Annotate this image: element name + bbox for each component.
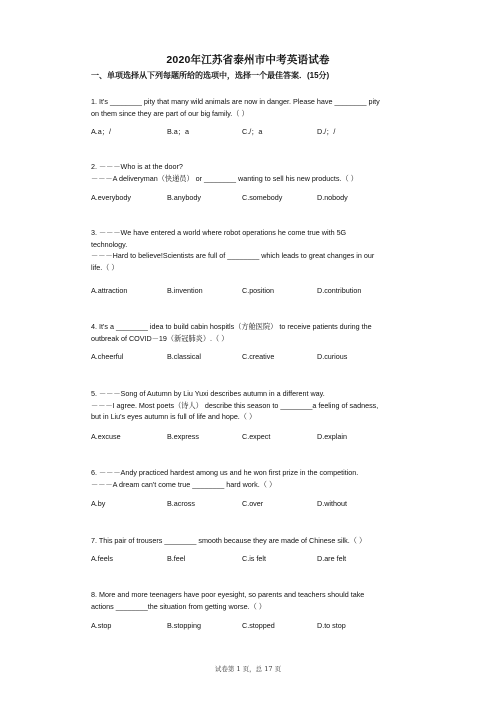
section-heading: 一、单项选择从下列每题所给的选项中，选择一个最佳答案．(15分) [91,71,330,80]
page-footer: 试卷第 1 页，总 17 页 [214,665,282,673]
question-8 [91,589,411,612]
option-b: B.stopping [167,621,201,630]
option-d: D.are felt [317,554,347,563]
option-b: B.express [167,432,199,441]
question-5 [91,388,411,423]
question-line: 3. －－－We have entered a world where robot operations he come true with 5G [91,228,347,237]
question-line: technology. [91,239,128,249]
option-b: B.across [167,499,195,508]
option-c: C.creative [242,352,275,361]
option-a: A.everybody [91,193,131,202]
question-line: actions ________the situation from getting worse.（ ） [91,601,266,611]
option-c: C./；a [242,127,263,136]
option-a: A.a；/ [91,127,111,136]
question-line: but in Liu's eyes autumn is full of life and hope.（ ） [91,412,257,421]
question-6 [91,467,411,490]
question-line: outbreak of COVID－19（新冠肺炎）.（ ） [91,333,229,343]
option-a: A.feels [91,554,113,563]
question-line: －－－A deliveryman（快递员） or ________ wanting to sell his new products.（ ） [91,173,358,183]
question-4 [91,321,411,344]
option-b: B.anybody [167,193,201,202]
option-a: A.stop [91,621,112,630]
option-a: A.excuse [91,432,121,441]
option-c: C.is felt [242,554,266,563]
question-line: －－－A dream can't come true ________ hard work.（ ） [91,479,277,489]
page-title: 2020年江苏省泰州市中考英语试卷 [166,54,330,66]
question-line: 7. This pair of trousers ________ smooth because they are made of Chinese silk.（ ） [91,536,367,545]
options-3 [91,286,411,297]
option-c: C.over [242,499,264,508]
option-b: B.feel [167,554,186,563]
option-d: D.explain [317,432,347,441]
option-d: D.curious [317,352,348,361]
option-d: D.without [317,499,347,508]
question-line: 5. －－－Song of Autumn by Liu Yuxi describes autumn in a different way. [91,389,325,398]
option-c: C.position [242,286,274,295]
option-a: A.by [91,499,106,508]
option-a: A.cheerful [91,352,124,361]
question-2 [91,161,411,184]
option-d: D.nobody [317,193,348,202]
option-c: C.stopped [242,621,275,630]
option-a: A.attraction [91,286,128,295]
question-line: 8. More and more teenagers have poor eyesight, so parents and teachers should take [91,590,365,599]
question-line: 1. It's ________ pity that many wild animals are now in danger. Please have ________ pity [91,97,380,106]
options-6 [91,499,411,510]
option-b: B.classical [167,352,201,361]
option-c: C.somebody [242,193,283,202]
question-7 [91,535,411,547]
question-line: 6. －－－Andy practiced hardest among us and he won first prize in the competition. [91,468,359,477]
option-b: B.invention [167,286,203,295]
question-line: －－－Hard to believe!Scientists are full of ________ which leads to great changes in our [91,251,375,260]
question-line: life.（ ） [91,262,119,272]
options-8 [91,621,411,632]
question-1 [91,96,411,119]
options-2 [91,193,411,204]
option-d: D.contribution [317,286,362,295]
question-line: －－－I agree. Most poets（诗人） describe this season to ________a feeling of sadness, [91,400,379,410]
question-3 [91,227,411,273]
options-4 [91,352,411,363]
options-1 [91,127,411,138]
question-line: on them since they are part of our big family.（ ） [91,108,249,118]
option-d: D./；/ [317,127,336,136]
question-line: 2. －－－Who is at the door? [91,162,183,171]
option-c: C.expect [242,432,271,441]
question-line: 4. It's a ________ idea to build cabin hospitls（方舱医院） to receive patients during the [91,322,372,331]
option-d: D.to stop [317,621,346,630]
option-b: B.a；a [167,127,189,136]
options-7 [91,554,411,565]
options-5 [91,432,411,443]
